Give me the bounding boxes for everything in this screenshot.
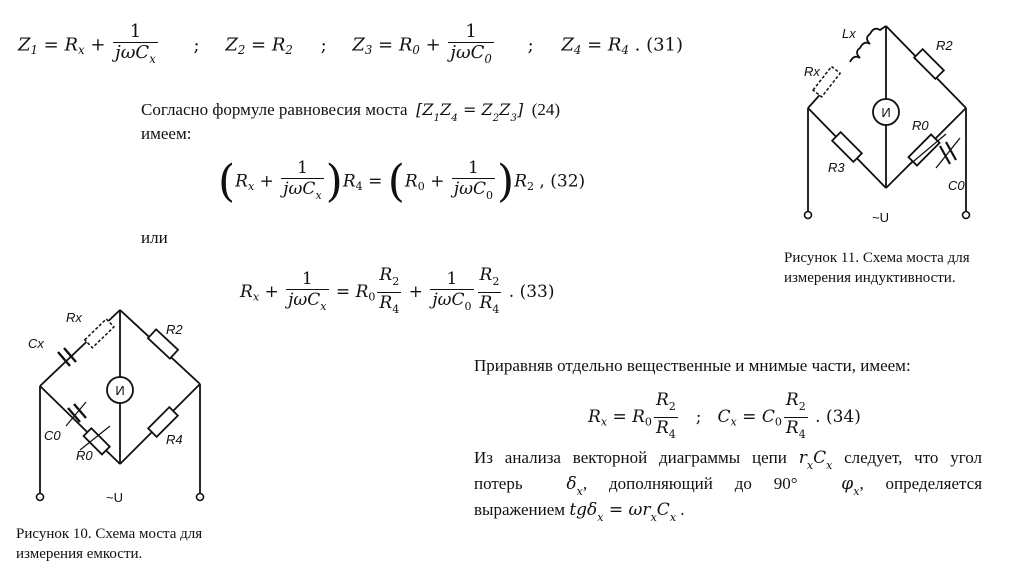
label-lx: Lx	[842, 26, 856, 41]
terminal-right	[197, 494, 204, 501]
label-rx: Rx	[66, 310, 82, 325]
formula-31: $Z_1 = R_x$ + $\frac{1}{j\omega C_x}$ ; $Z_2 = R_2$ ; $Z_3 = R_0$ + $\frac{1}{j\omega C_0}$ ; $Z_4 = R_4$ . (31)	[18, 21, 684, 66]
label-source: ~U	[872, 210, 889, 225]
formula-33: $R_x$ + $\frac{1}{j\omega C_x}$ = $R_0$ $\frac{R_2}{R_4}$ + $\frac{1}{j\omega C_0}$ $\frac{R_2}{R_4}$ . (33)	[240, 265, 555, 316]
capacitance-bridge-diagram	[10, 298, 240, 520]
label-r4: R4	[166, 432, 183, 447]
caption-fig10: Рисунок 10. Схема моста для измерения емкости.	[16, 526, 203, 562]
analysis-line-3: выражением $tg\delta_x = \omega r_xC_x$ .	[474, 500, 685, 524]
we-have-text: имеем:	[141, 124, 192, 143]
label-r3: R3	[828, 160, 845, 175]
label-c0: C0	[44, 428, 61, 443]
analysis-line-2: потерь $\delta_x$, дополняющий до 90° $\varphi_x$, определяется	[474, 474, 983, 498]
label-rx: Rx	[804, 64, 820, 79]
meter-label: И	[881, 105, 891, 120]
rx-resistor	[85, 319, 114, 348]
analysis-line-1: Из анализа векторной диаграммы цепи $r_xC_x$ следует, что угол	[474, 448, 983, 472]
terminal-left	[805, 212, 812, 219]
inductance-bridge-diagram	[790, 16, 990, 238]
label-cx: Cx	[28, 336, 44, 351]
label-source: ~U	[106, 490, 123, 505]
label-r2: R2	[936, 38, 953, 53]
label-r2: R2	[166, 322, 183, 337]
label-r0: R0	[76, 448, 93, 463]
terminal-right	[963, 212, 970, 219]
or-text: или	[141, 228, 168, 247]
meter-label: И	[115, 383, 125, 398]
formula-34: $R_x = R_0$ $\frac{R_2}{R_4}$ ; $C_x = C_0$ $\frac{R_2}{R_4}$ . (34)	[588, 390, 861, 441]
caption-fig11: Рисунок 11. Схема моста для измерения индуктивности.	[784, 250, 970, 286]
terminal-left	[37, 494, 44, 501]
balance-text: Согласно формуле равновесия моста $[Z_1Z_4 = Z_2Z_3]$ (24)	[141, 100, 561, 124]
label-c0: C0	[948, 178, 965, 193]
formula-32: ($R_x$ + $\frac{1}{j\omega C_x}$ )$R_4 = (R_0$ + $\frac{1}{j\omega C_0}$ )$R_2$ , (32)	[218, 156, 586, 207]
label-r0: R0	[912, 118, 929, 133]
equate-text: Приравняв отдельно вещественные и мнимые части, имеем:	[474, 356, 911, 375]
